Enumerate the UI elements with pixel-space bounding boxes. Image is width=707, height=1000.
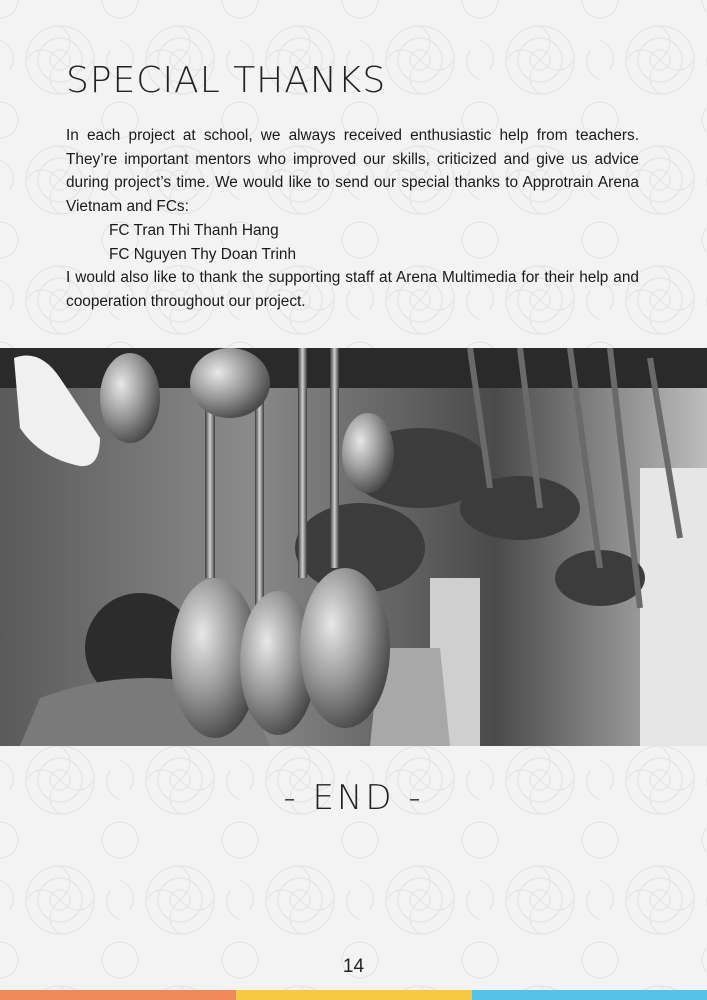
kitchen-utensils-photo bbox=[0, 348, 707, 746]
page-title: SPECIAL THANKS bbox=[66, 60, 387, 101]
end-marker: - END - bbox=[283, 778, 424, 818]
paragraph-intro: In each project at school, we always received enthusiastic help from teachers. They’re important mentors who improved our skills, criticized and give us advice during project’s time. We would like to send our special thanks to Approtrain Arena Vietnam and FCs: bbox=[66, 127, 639, 216]
footer-stripe-orange bbox=[0, 990, 236, 1000]
mentor-name-2: FC Nguyen Thy Doan Trinh bbox=[109, 245, 297, 263]
thanks-body bbox=[66, 124, 639, 314]
paragraph-closing: I would also like to thank the supporting staff at Arena Multimedia for their help and cooperation throughout our project. bbox=[66, 269, 639, 310]
mentor-name-1: FC Tran Thi Thanh Hang bbox=[109, 221, 279, 239]
footer-stripe-yellow bbox=[236, 990, 472, 1000]
footer-stripe-blue bbox=[472, 990, 707, 1000]
page-number: 14 bbox=[342, 956, 365, 977]
